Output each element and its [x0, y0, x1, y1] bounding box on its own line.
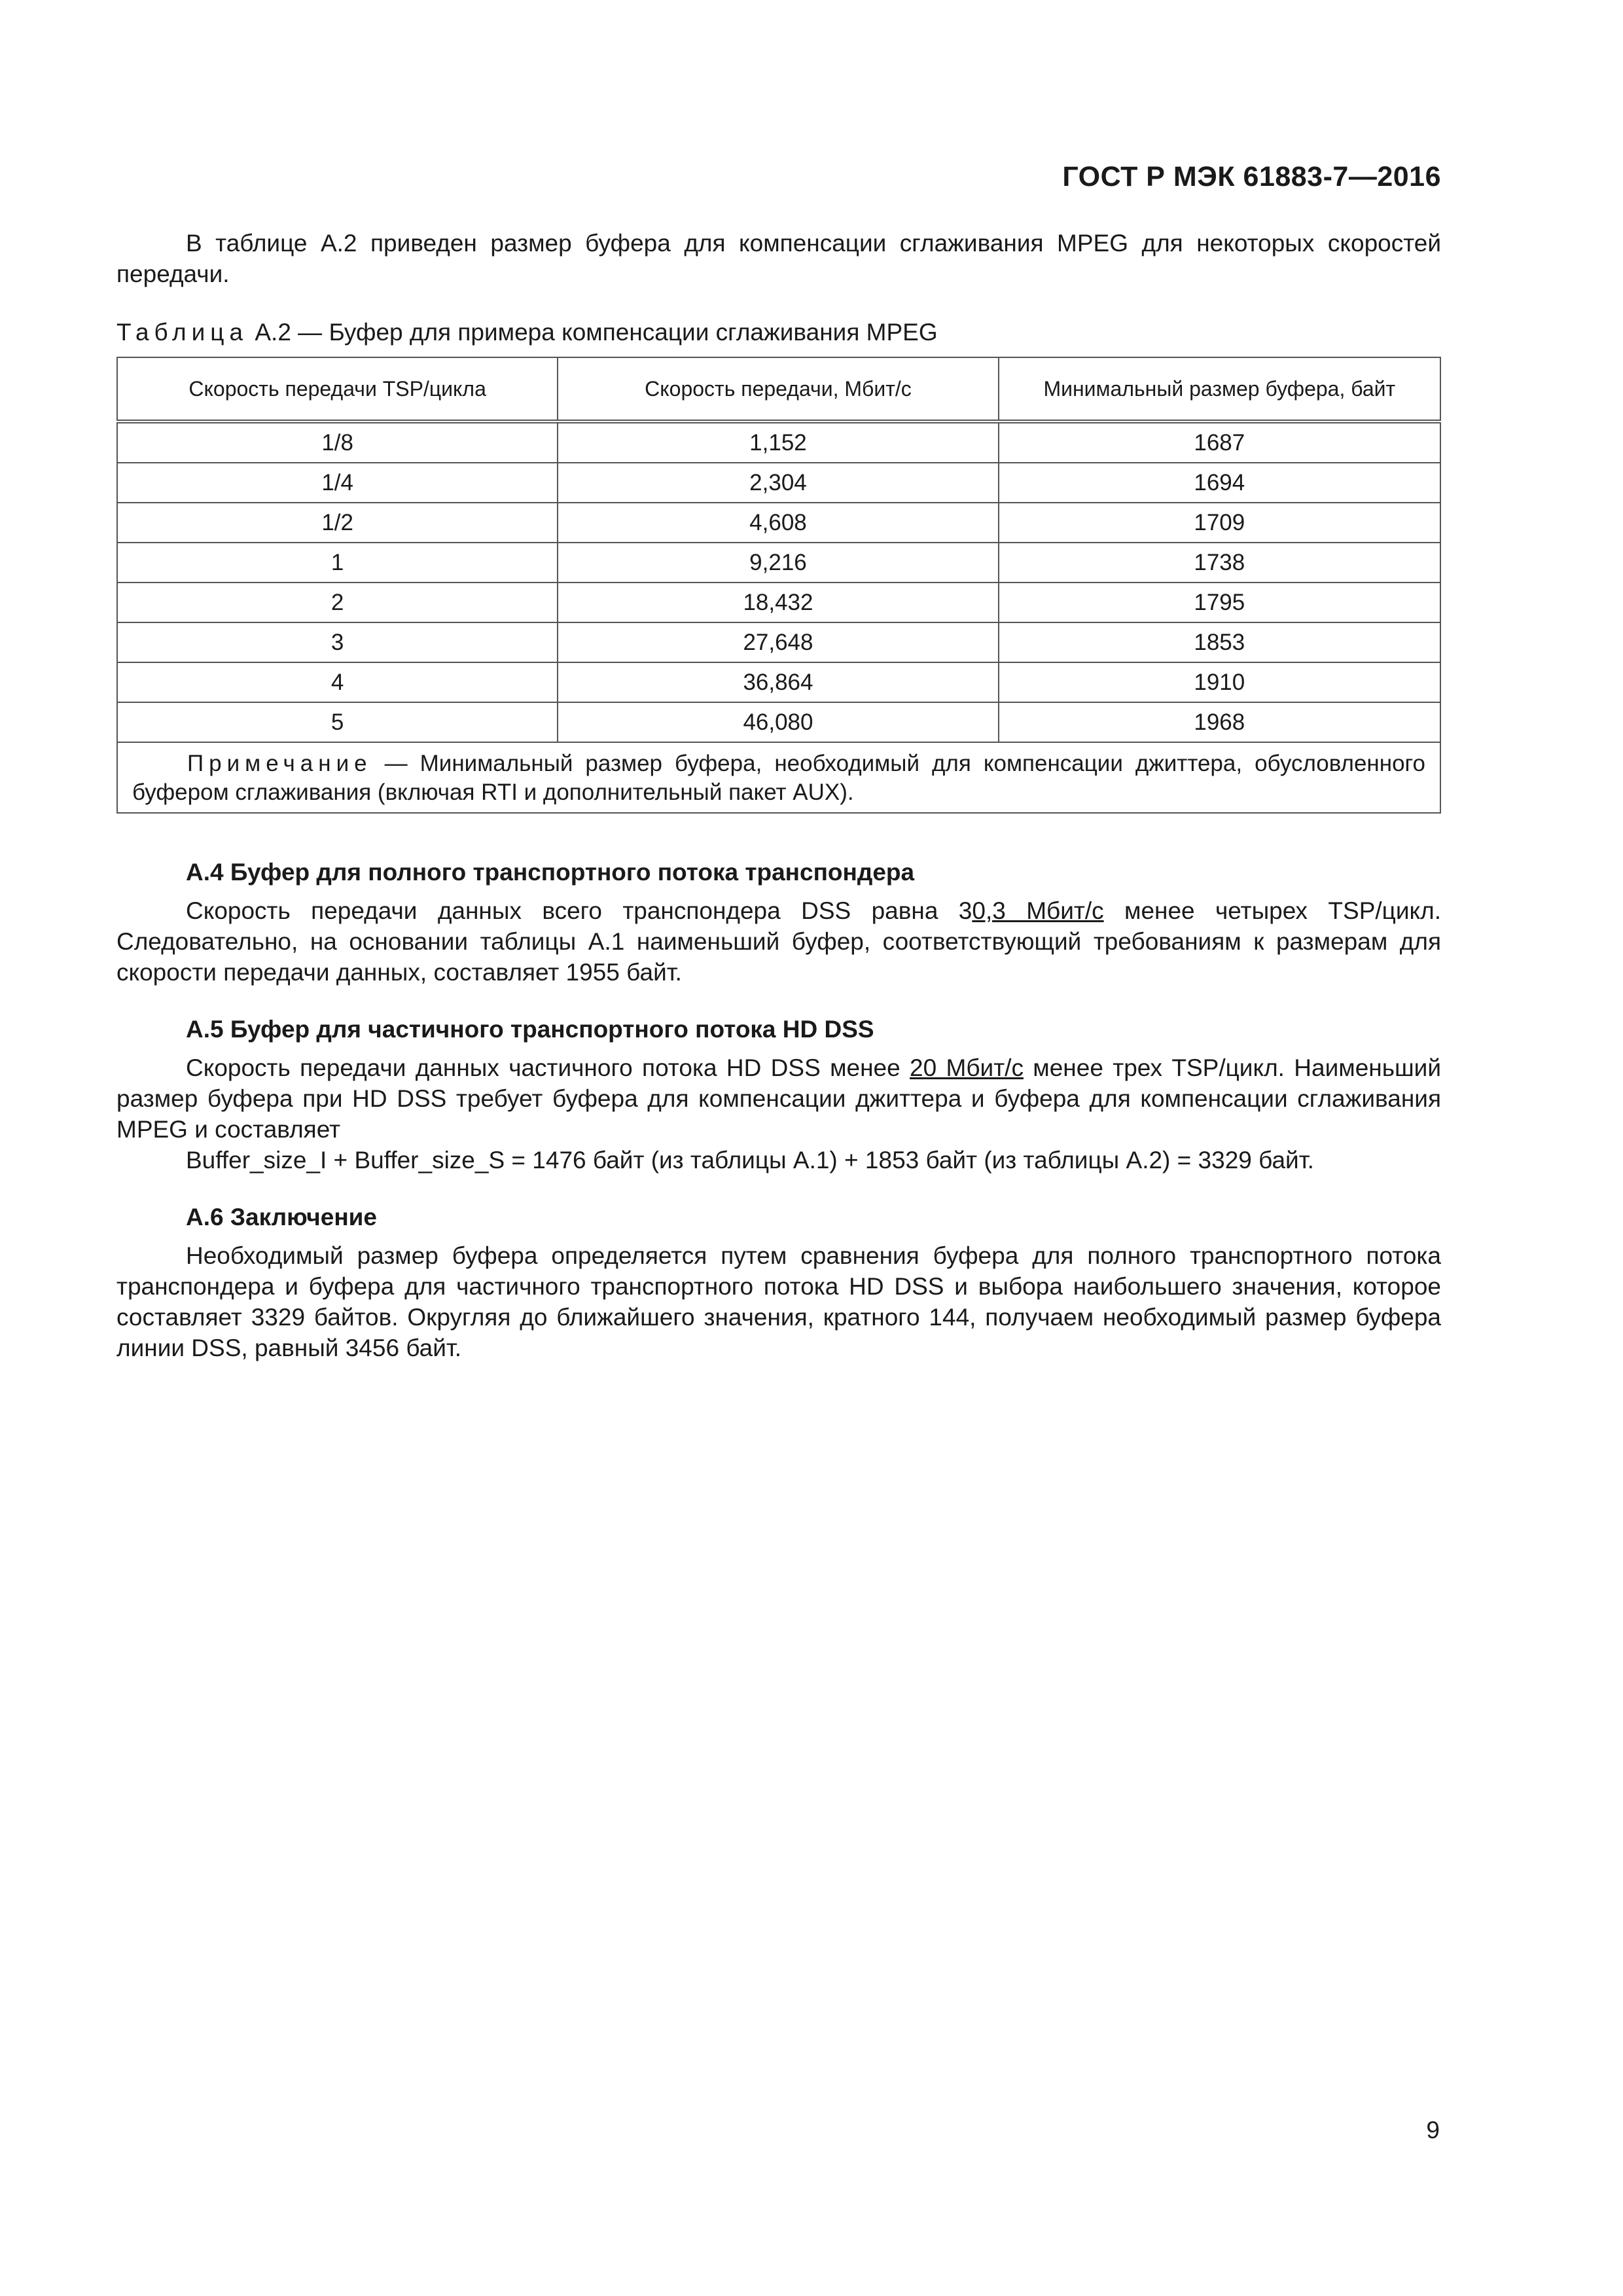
- a5-underlined-rate: 20 Мбит/с: [910, 1054, 1024, 1081]
- cell-tsp-rate: 1/4: [117, 463, 558, 503]
- document-header: ГОСТ Р МЭК 61883-7—2016: [1062, 161, 1441, 192]
- section-a5-paragraph: [116, 1052, 1441, 1145]
- cell-tsp-rate: 1/2: [117, 503, 558, 543]
- cell-min-buffer: 1694: [999, 463, 1440, 503]
- cell-tsp-rate: 1/8: [117, 422, 558, 463]
- cell-min-buffer: 1910: [999, 662, 1440, 702]
- cell-min-buffer: 1709: [999, 503, 1440, 543]
- table-note-text: — Минимальный размер буфера, необходимый для компенсации джиттера, обусловленного буфером сглаживания (включая RTI и дополнительный пакет AUX).: [132, 751, 1425, 805]
- table-row: [117, 583, 1440, 622]
- table-caption: [116, 317, 1441, 348]
- intro-paragraph: В таблице А.2 приведен размер буфера для компенсации сглаживания MPEG для некоторых скоростей передачи.: [116, 230, 1441, 287]
- cell-mbit-rate: 46,080: [558, 702, 998, 742]
- table-row: [117, 463, 1440, 503]
- table-caption-text: А.2 — Буфер для примера компенсации сглаживания MPEG: [248, 319, 938, 346]
- table-header-row: [117, 357, 1440, 422]
- table-row: [117, 662, 1440, 702]
- cell-mbit-rate: 18,432: [558, 583, 998, 622]
- table-note-label: Примечание: [187, 751, 372, 776]
- a5-text-part1: Скорость передачи данных частичного потока HD DSS менее: [186, 1054, 910, 1081]
- section-a5-title: А.5 Буфер для частичного транспортного потока HD DSS: [186, 1016, 874, 1043]
- cell-min-buffer: 1795: [999, 583, 1440, 622]
- cell-tsp-rate: 5: [117, 702, 558, 742]
- section-a4-paragraph: [116, 895, 1441, 988]
- table-note-row: [117, 742, 1440, 813]
- cell-min-buffer: 1968: [999, 702, 1440, 742]
- cell-mbit-rate: 4,608: [558, 503, 998, 543]
- buffer-formula: Buffer_size_I + Buffer_size_S = 1476 байт (из таблицы А.1) + 1853 байт (из таблицы А.2) = 3329 байт.: [186, 1147, 1314, 1174]
- cell-min-buffer: 1738: [999, 543, 1440, 583]
- cell-tsp-rate: 1: [117, 543, 558, 583]
- cell-tsp-rate: 4: [117, 662, 558, 702]
- table-row: [117, 503, 1440, 543]
- header-min-buffer: Минимальный размер буфера, байт: [999, 357, 1440, 422]
- section-a6-paragraph: Необходимый размер буфера определяется путем сравнения буфера для полного транспортного потока транспондера и буфера для частичного транспортного потока HD DSS и выбора наибольшего значения, которое составляет 3329 байтов. Округляя до ближайшего значения, кратного 144, получаем необходимый размер буфера линии DSS, равный 3456 байт.: [116, 1242, 1441, 1361]
- table-row: [117, 702, 1440, 742]
- table-row: [117, 422, 1440, 463]
- cell-mbit-rate: 1,152: [558, 422, 998, 463]
- a4-text-part2: менее четырех TSP/цикл. Следовательно, на основании таблицы А.1 наименьший буфер, соответствующий требованиям к размерам для скорости передачи данных, составляет 1955 байт.: [116, 897, 1441, 986]
- cell-mbit-rate: 2,304: [558, 463, 998, 503]
- cell-mbit-rate: 27,648: [558, 622, 998, 662]
- page-number: 9: [1426, 2117, 1440, 2144]
- table-row: [117, 622, 1440, 662]
- buffer-table: [116, 357, 1441, 814]
- a4-underlined-rate: 0,3 Мбит/с: [972, 897, 1104, 924]
- cell-min-buffer: 1687: [999, 422, 1440, 463]
- cell-tsp-rate: 3: [117, 622, 558, 662]
- header-tsp-rate: Скорость передачи TSP/цикла: [117, 357, 558, 422]
- cell-mbit-rate: 9,216: [558, 543, 998, 583]
- a4-text-part1: Скорость передачи данных всего транспондера DSS равна 3: [186, 897, 972, 924]
- header-mbit-rate: Скорость передачи, Мбит/с: [558, 357, 998, 422]
- a5-text-part2: менее трех TSP/цикл. Наименьший размер буфера при HD DSS требует буфера для компенсации джиттера и буфера для компенсации сглаживания MPEG и составляет: [116, 1054, 1441, 1143]
- table-caption-label: Таблица: [116, 319, 249, 346]
- section-a6-title: А.6 Заключение: [186, 1204, 378, 1230]
- cell-min-buffer: 1853: [999, 622, 1440, 662]
- page-content: [116, 228, 1441, 1363]
- cell-mbit-rate: 36,864: [558, 662, 998, 702]
- section-a4-title: А.4 Буфер для полного транспортного потока транспондера: [186, 859, 915, 886]
- table-row: [117, 543, 1440, 583]
- cell-tsp-rate: 2: [117, 583, 558, 622]
- table-note: [117, 742, 1440, 813]
